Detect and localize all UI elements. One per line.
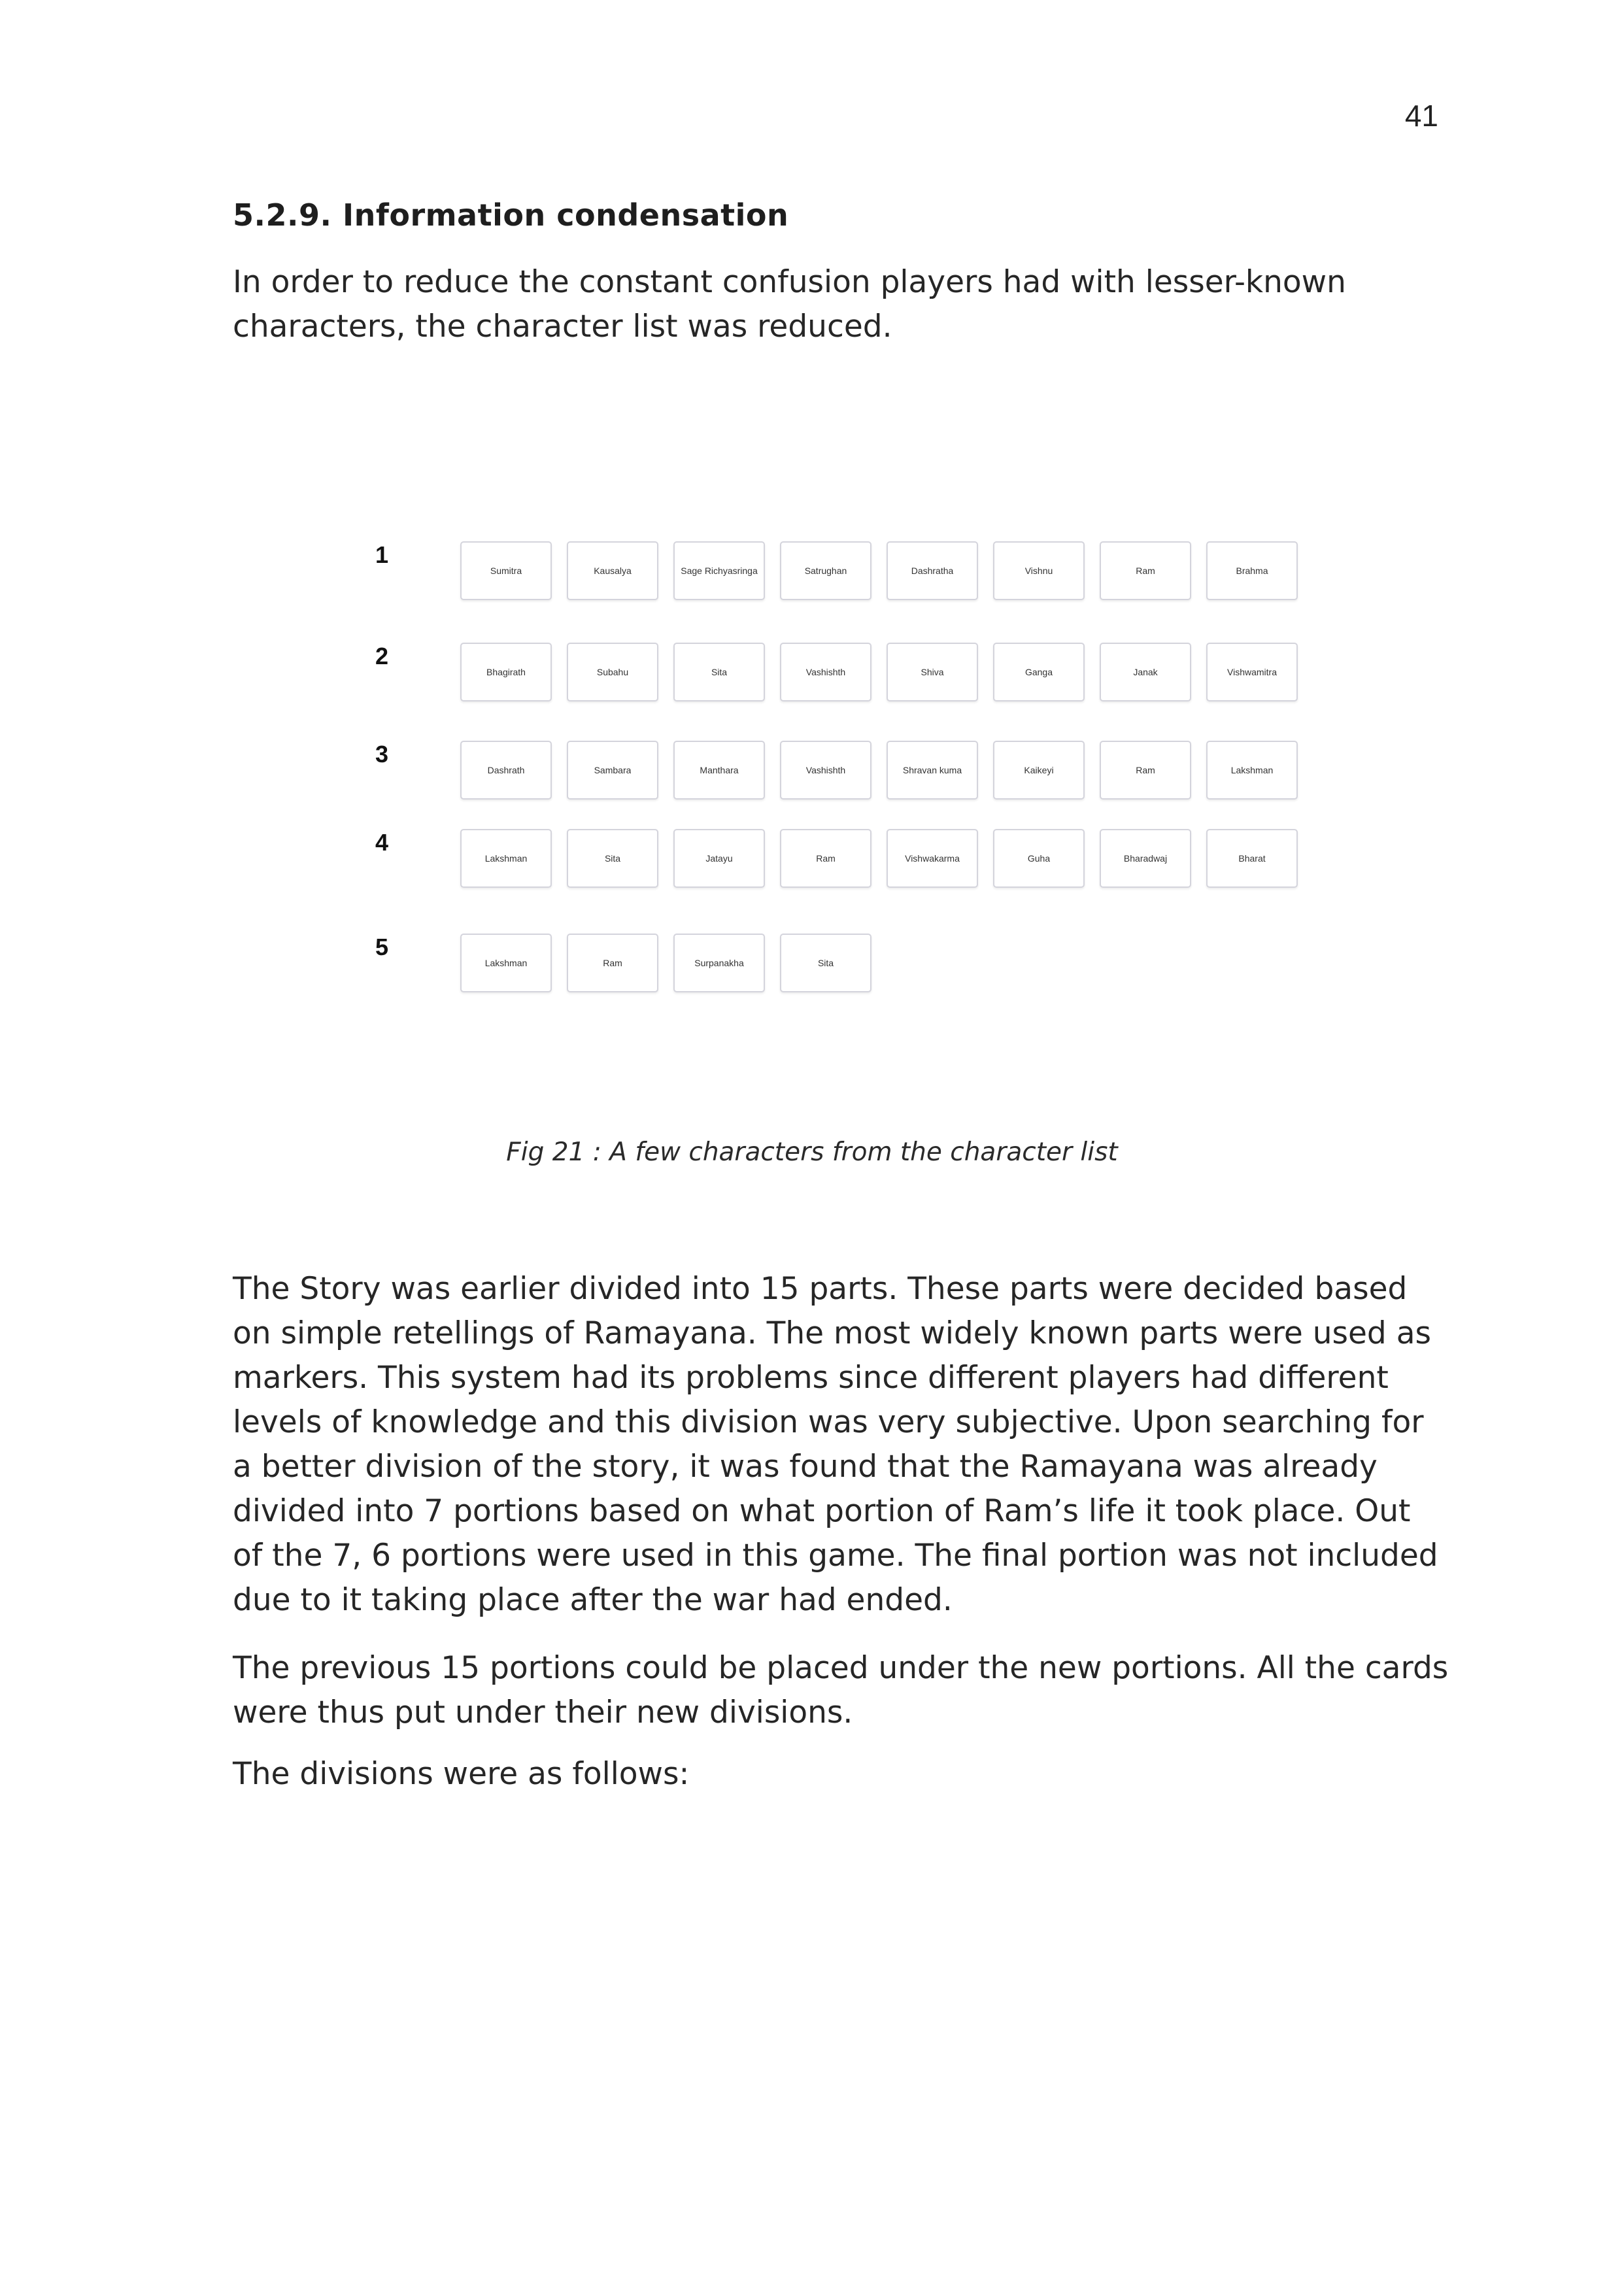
character-card [780, 643, 871, 701]
character-card [567, 741, 658, 800]
story-division-paragraph: The Story was earlier divided into 15 parts. These parts were decided based on simple retellings of Ramayana. The most widely known parts were used as markers. This system had its problems since different players had different levels of knowledge and this division was very subjective. Upon searching for a better division of the story, it was found that the Ramayana was already divided into 7 portions based on what portion of Ram’s life it took place. Out of the 7, 6 portions were used in this game. The final portion was not included due to it taking place after the war had ended. [233, 1271, 1438, 1618]
character-card [460, 741, 552, 800]
character-card-label: Jatayu [705, 853, 733, 864]
character-card [460, 643, 552, 701]
character-card-label: Surpanakha [694, 958, 744, 968]
character-card [993, 643, 1085, 701]
section-heading: 5.2.9. Information condensation [233, 197, 789, 233]
character-card [887, 643, 978, 701]
character-card [567, 643, 658, 701]
character-card-label: Manthara [700, 765, 739, 775]
character-card [1100, 643, 1191, 701]
character-card-label: Vashishth [805, 667, 846, 677]
character-card-label: Vashishth [805, 765, 846, 775]
character-card-label: Sita [604, 853, 621, 864]
character-card-label: Vishwamitra [1227, 667, 1277, 677]
character-card-label: Vishwakarma [905, 853, 960, 864]
intro-paragraph: In order to reduce the constant confusion players had with lesser-known characters, the character list was reduced. [233, 264, 1346, 345]
character-card [1206, 643, 1298, 701]
page-number: 41 [1404, 99, 1438, 133]
character-card-label: Ram [816, 853, 836, 864]
character-card-label: Lakshman [484, 958, 528, 968]
character-card [887, 541, 978, 600]
character-card [1206, 541, 1298, 600]
character-card-label: Subahu [596, 667, 629, 677]
character-card-label: Ram [1136, 765, 1155, 775]
character-card-label: Bhagirath [486, 667, 526, 677]
character-card-label: Bharadwaj [1123, 853, 1168, 864]
character-card [993, 541, 1085, 600]
character-card-label: Vishnu [1024, 565, 1053, 576]
row-label: 1 [375, 541, 389, 568]
character-card-label: Kausalya [594, 565, 632, 576]
character-card-label: Sambara [594, 765, 632, 775]
character-card-label: Brahma [1236, 565, 1268, 576]
character-card [567, 829, 658, 888]
row-label: 2 [375, 643, 389, 669]
character-card [780, 934, 871, 992]
character-card [1100, 541, 1191, 600]
character-card [460, 934, 552, 992]
character-card [673, 541, 765, 600]
character-card [567, 934, 658, 992]
character-card-label: Dashrath [487, 765, 525, 775]
figure-caption: Fig 21 : A few characters from the character list [506, 1138, 1118, 1167]
portions-paragraph: The previous 15 portions could be placed under the new portions. All the cards were thus put under their new divisions. [233, 1650, 1449, 1730]
character-card-label: Satrughan [804, 565, 847, 576]
character-card-label: Shiva [921, 667, 944, 677]
row-label: 4 [375, 829, 389, 856]
character-card-label: Shravan kuma [902, 765, 962, 775]
character-card-label: Sumitra [490, 565, 522, 576]
character-card-label: Sita [711, 667, 728, 677]
character-card-label: Sage Richyasringa [681, 565, 758, 576]
character-card [780, 829, 871, 888]
character-card [1206, 741, 1298, 800]
character-card-label: Kaikeyi [1024, 765, 1054, 775]
character-card [887, 829, 978, 888]
row-label: 5 [375, 934, 389, 960]
character-card [673, 741, 765, 800]
character-card [1100, 741, 1191, 800]
character-card [780, 541, 871, 600]
character-card [673, 829, 765, 888]
character-card-label: Lakshman [1230, 765, 1274, 775]
character-card-label: Guha [1027, 853, 1051, 864]
character-list-figure [353, 536, 1334, 1020]
character-card-label: Janak [1133, 667, 1158, 677]
character-card-label: Ram [603, 958, 622, 968]
character-card [673, 934, 765, 992]
character-card-label: Sita [817, 958, 834, 968]
character-card [460, 829, 552, 888]
character-card [993, 829, 1085, 888]
character-card-label: Ram [1136, 565, 1155, 576]
character-card [460, 541, 552, 600]
character-card [1100, 829, 1191, 888]
character-card [780, 741, 871, 800]
row-label: 3 [375, 741, 389, 767]
character-card-label: Lakshman [484, 853, 528, 864]
character-card-label: Bharat [1238, 853, 1266, 864]
character-card-label: Dashratha [911, 565, 954, 576]
character-card [673, 643, 765, 701]
character-card [887, 741, 978, 800]
character-card [1206, 829, 1298, 888]
character-card-label: Ganga [1024, 667, 1053, 677]
character-card [567, 541, 658, 600]
character-card [993, 741, 1085, 800]
divisions-intro-paragraph: The divisions were as follows: [233, 1756, 690, 1792]
